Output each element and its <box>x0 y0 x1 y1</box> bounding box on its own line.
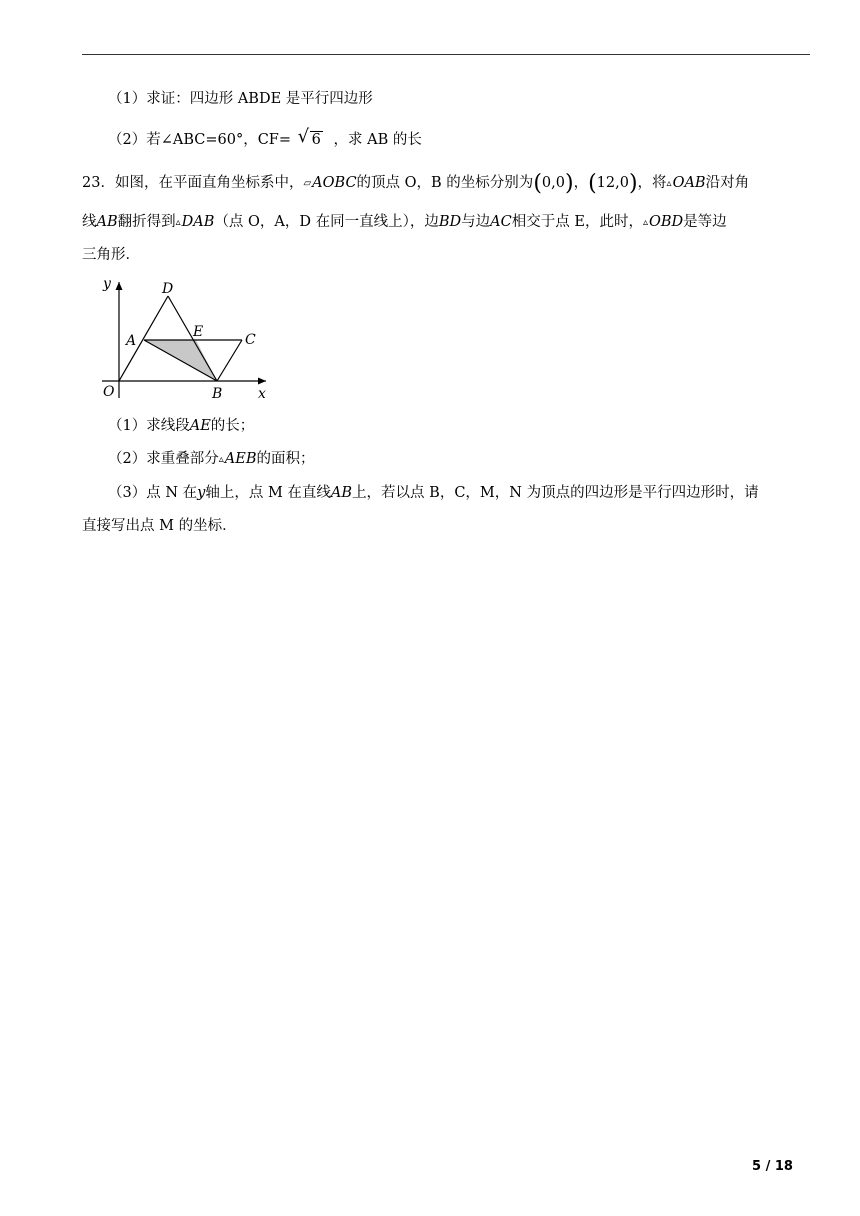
text: 的长； <box>210 418 255 434</box>
text: 与边 <box>461 214 491 230</box>
q23-part1 <box>108 416 254 436</box>
text: ， <box>573 175 589 191</box>
header-rule <box>82 54 810 55</box>
q22-part1-text: （1）求证：四边形 ABDE 是平行四边形 <box>108 91 373 107</box>
text: （点 O，A，D 在同一直线上），边 <box>214 214 439 230</box>
label-y: y <box>103 276 111 292</box>
math-aobc: AOBC <box>312 175 357 191</box>
math-oab: OAB <box>672 175 706 191</box>
math-ae: AE <box>189 418 211 434</box>
q23-line1 <box>82 173 749 194</box>
sqrt-value: 6 <box>311 132 321 148</box>
x-axis-arrow <box>258 378 266 385</box>
math-ab: AB <box>96 214 118 230</box>
paren: ( <box>588 171 597 196</box>
math-dab: DAB <box>181 214 215 230</box>
q23-line3 <box>82 245 140 265</box>
sqrt-expression <box>297 126 323 150</box>
radical-sign: √ <box>297 126 310 147</box>
text: 相交于点 E，此时， <box>511 214 643 230</box>
math-y: y <box>197 485 206 501</box>
text: 23．如图，在平面直角坐标系中， <box>82 175 304 191</box>
text: 线 <box>82 214 97 230</box>
label-c: C <box>245 332 256 348</box>
triangle-symbol: ▵ <box>666 178 672 189</box>
text: 沿对角 <box>705 175 750 191</box>
text: （3）点 N 在 <box>108 485 198 501</box>
label-b: B <box>212 386 223 402</box>
text: 上，若以点 B，C，M，N 为顶点的四边形是平行四边形时，请 <box>352 485 759 501</box>
y-axis-arrow <box>116 282 123 290</box>
text: 三角形． <box>82 247 140 263</box>
label-o: O <box>103 384 115 400</box>
coordinate-b: 12,0 <box>596 175 629 191</box>
q23-part2 <box>108 449 314 470</box>
paren: ) <box>628 171 638 196</box>
paren: ) <box>564 171 574 196</box>
label-a: A <box>126 333 137 349</box>
parallelogram-symbol: ▱ <box>303 178 312 189</box>
text: 轴上，点 M 在直线 <box>205 485 331 501</box>
label-x: x <box>258 386 266 402</box>
triangle-symbol: ▵ <box>175 217 181 228</box>
text: （1）求线段 <box>108 418 190 434</box>
label-d: D <box>162 281 174 297</box>
coordinate-o: 0,0 <box>541 175 565 191</box>
geometry-figure <box>100 274 280 402</box>
text: 直接写出点 M 的坐标． <box>82 518 237 534</box>
triangle-symbol: ▵ <box>642 217 648 228</box>
q22-part2-text: （2）若∠ABC=60°，CF= <box>108 132 292 148</box>
q23-part3-line2 <box>82 516 237 536</box>
q22-part2 <box>108 126 422 150</box>
triangle-symbol: ▵ <box>218 454 224 465</box>
label-e: E <box>193 324 204 340</box>
page-number: 5 / 18 <box>752 1159 793 1174</box>
math-obd: OBD <box>648 214 684 230</box>
math-bd: BD <box>438 214 462 230</box>
math-aeb: AEB <box>224 451 257 467</box>
text: （2）求重叠部分 <box>108 451 219 467</box>
text: ，将 <box>637 175 667 191</box>
text: 的面积； <box>256 451 315 467</box>
text: 是等边 <box>683 214 727 230</box>
text: 的顶点 O，B 的坐标分别为 <box>356 175 534 191</box>
q22-part1 <box>108 89 373 109</box>
math-ab: AB <box>330 485 353 501</box>
math-ac: AC <box>490 214 512 230</box>
segment-cb <box>217 340 242 381</box>
paren: ( <box>533 171 542 196</box>
q22-part2-tail: ，求 AB 的长 <box>333 132 422 148</box>
text: 翻折得到 <box>117 214 176 230</box>
q23-line2 <box>82 212 727 233</box>
q23-part3 <box>108 483 759 503</box>
